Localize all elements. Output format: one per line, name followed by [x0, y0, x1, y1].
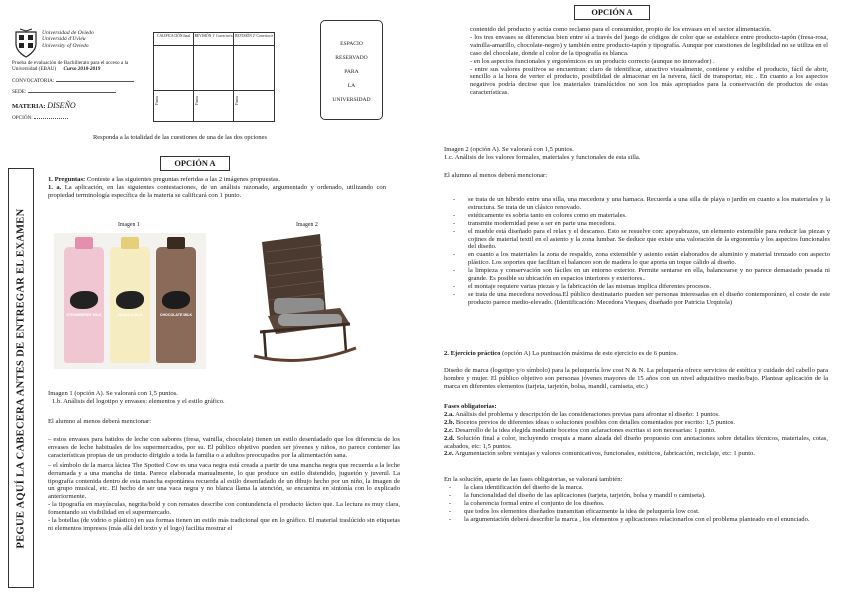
paragraph-1: – estos envases para batidos de leche con sabores (fresa, vainilla, chocolate) tienen un estilo desenfadado que los diferencia de los envases de leche habituales de los supermercados, por su. El público objetivo pueden ser jóvenes y niños, no parece contener las características propias de un producto dirigido a toda la familia o a adultos preocupados por la alimentación sana.	[48, 436, 400, 459]
paragraph-3: - la tipografía en mayúsculas, negrita/bold y con remates describe con contundencia el producto lácteo que. La lectura es muy clara, fomentando su visibilidad en el supermercado.	[48, 501, 400, 517]
option-a-title-right: OPCIÓN A	[574, 5, 650, 20]
list-item: - la argumentación deberá describir la marca , los elementos y aplicaciones relacionarlos con el problema planteado en el enunciado.	[444, 516, 828, 524]
image2-caption: Imagen 2 (opción A). Se valorará con 1,5 puntos.	[444, 146, 574, 153]
firma-label: Firma	[155, 96, 159, 105]
fase-key: 2.c.	[444, 426, 454, 434]
chair-analysis-list	[448, 196, 830, 307]
university-name-english: University of Oviedo	[42, 42, 89, 49]
grade-header-review2: REVISIÓN 2º Corrector/a	[234, 33, 274, 46]
mention-right: El alumno al menos deberá mencionar:	[444, 172, 548, 179]
fase-key: 2.a.	[444, 410, 454, 418]
exam-title: Prueba de evaluación de Bachillerato para el acceso a la Universidad (EBAU)	[12, 60, 129, 73]
list-item: - transmite modernidad pese a ser en parte una mecedora.	[448, 220, 830, 228]
continuation-text: - en los aspectos funcionales y ergonómicos es un producto correcto (aunque no innovador) .	[470, 57, 715, 65]
exercise2-body: Diseño de marca (logotipo y/o símbolo) para la peluquería low cost N & N. La peluquería ofrece servicios de estética y cuidado del cabello para hombre y mujer. El público objetivo son personas jóvenes mayores de 15 años con un nivel adquisitivo medio/bajo. Plantear aplicación de la marca en diferentes elementos (tarjeta, tarjetón, bolsa, mandil, camiseta, etc.)	[444, 367, 828, 390]
solution-list	[444, 484, 828, 524]
continuation-text: - entre sus valores positivos se encuentran: claro de identificar, atractivo visualmente, contiene y exhibe el producto, fácil de abrir, sencillo a la hora de verter el producto, posibilidad de almacenar en la nevera, fácil de transportar, etc . En cuanto a los aspectos negativos podría decirse que los materiales translúcidos no son los más apropiados para la conservación de productos de estas características.	[470, 65, 828, 97]
exercise2-title: 2. Ejercicio práctico	[444, 350, 501, 357]
reserved-space-box	[320, 20, 383, 120]
q1a-text: La aplicación, en las siguientes contestaciones, de un análisis razonado, argumentado y ordenado, utilizando con propiedad terminología específica de la materia se calificará con 1 punto.	[48, 183, 387, 199]
bottle-vanilla	[110, 247, 150, 363]
list-item: - el montaje requiere varias piezas y la fabricación de las mismas implica diferentes procesos.	[448, 283, 830, 291]
convocatoria-label: CONVOCATORIA:	[12, 78, 55, 84]
list-item: - el mueble está diseñado para el relax y el descanso. Esto se resuelve con: apoyabrazos, un elemento extensible para reducir las piezas y cojines de material textil en el asiento y la zona lumbar. Se deduce que existe una valoración de la ergonomía y los aspectos funcionales del diseño.	[448, 228, 830, 252]
reserved-line: LA	[347, 83, 356, 89]
opcion-label: OPCIÓN:	[12, 115, 33, 121]
materia-value: DISEÑO	[47, 101, 76, 110]
sede-label: SEDE:	[12, 89, 27, 95]
grade-header-review1: REVISIÓN 1º Corrector/a	[194, 33, 233, 46]
solution-intro: En la solución, aparte de las fases obligatorias, se valorará también:	[444, 476, 623, 483]
fase-text: Argumentación sobre ventajas y valores comunicativos, funcionales, estéticos, fabricación, reciclaje, etc: 1 punto.	[453, 450, 755, 458]
materia-label: MATERIA:	[12, 103, 46, 110]
list-item: - la coherencia formal entre el conjunto de los diseños.	[444, 500, 828, 508]
sede-field	[28, 92, 116, 93]
paragraph-2: – el símbolo de la marca láctea The Spotted Cow es una vaca negra está creada a partir de una mancha negra que recuerda a la leche derramada y a una mancha de tinta. Parece elaborada manualmente, lo que produce un estilo distendido, juguetón y juvenil. La tipografía contenida dentro de esta mancha espontánea recuerda al estilo desenfadado de un dibujo hecho por un niño, la imagen de un grupo musical, etc. El hecho de ser una vaca negra y no blanca llama la atención, se encuentra en sintonía con lo explicado anteriormente.	[48, 461, 400, 501]
reserved-line: ESPACIO	[340, 41, 363, 47]
image2-question: 1.c. Análisis de los valores formales, materiales y funcionales de esta silla.	[444, 153, 641, 161]
side-label-box	[8, 168, 34, 588]
university-name: Universidad de Oviedo	[42, 30, 94, 36]
reserved-line: PARA	[344, 69, 359, 75]
fase-text: Solución final a color, incluyendo croquis a mano alzada del diseño propuesto con anotaciones sobre detalles técnicos, materiales, cotas, acabados, etc: 1,5 puntos.	[444, 434, 828, 450]
fase-text: Bocetos previos de diferentes ideas o soluciones posibles con detalles comentados por escrito: 1,5 puntos.	[454, 418, 735, 426]
list-item: - la limpieza y conservación son fáciles en un entorno exterior. Permite sentarse en ella, balancearse y no parece demasiado pesada ni grande. Es posible su ubicación en espacios interiores y exteriores..	[448, 267, 830, 283]
option-a-title-left: OPCIÓN A	[160, 156, 230, 171]
university-logo	[14, 28, 38, 58]
image-rocking-chair	[252, 232, 360, 372]
reserved-line: RESERVADO	[335, 55, 368, 61]
exercise2-text: (opción A) La puntuación máxima de este ejercicio es de 6 puntos.	[500, 350, 678, 357]
opcion-field	[34, 118, 68, 119]
bottle-label: CHOCOLATE MILK	[159, 313, 193, 317]
bottle-label: VANILLA MILK	[117, 313, 143, 317]
firma-label: Firma	[195, 96, 199, 105]
list-item: - se trata de un híbrido entre una silla, una mecedora y una hamaca. Recuerda a una silla de playa o jardín en cuanto a los materiales y la estructura. Se trata de un clásico renovado.	[448, 196, 830, 212]
reserved-line: UNIVERSIDAD	[332, 97, 371, 103]
firma-label: Firma	[235, 96, 239, 105]
list-item: - la clara identificación del diseño de la marca.	[444, 484, 828, 492]
fase-text: Análisis del problema y descripción de las consideraciones previas para afrontar el diseño: 1 puntos.	[453, 410, 720, 418]
grade-header-final: CALIFICACIÓN final	[154, 33, 193, 46]
fase-text: Desarrollo de la idea elegida mediante bocetos con aclaraciones escritas si son necesarias: 1 punto.	[453, 426, 716, 434]
q1-text: Conteste a las siguientes preguntas referidas a las 2 imágenes propuestas.	[85, 176, 281, 183]
fases-title: Fases obligatorias:	[444, 403, 497, 410]
continuation-text: - los tres envases se diferencias bien entre sí a través del juego de códigos de color que se establece entre producto-tapón (fresa-rosa, vainilla-amarillo, chocolate-negro) y también entre producto-tapón y tipografía. Aunque por cuestiones de legibilidad no se utiliza en el caso del chocolate, donde el color de la tipografía es blanca.	[470, 33, 828, 57]
list-item: - se trata de una mecedora novedosa.El público destinatario pueden ser personas interesadas en el diseño contemporáneo, el coste de este producto parece medio-elevado. (Identificación: Mecedora Vieques, diseñado por Patricia Urquiola)	[448, 291, 830, 307]
bottle-chocolate	[156, 247, 196, 363]
image1-caption: Imagen 1 (opción A). Se valorará con 1,5 puntos.	[48, 390, 178, 397]
list-item: - en cuanto a los materiales la zona de respaldo, zona extensible y asiento están elaborados de aluminio y material trenzado con aspecto plástico. Los soportes que facilitan el balanceo son de madera lo que aporta un toque cálido al diseño.	[448, 251, 830, 267]
image-milk-bottles	[54, 233, 206, 369]
image1-label: Imagen 1	[118, 222, 140, 228]
exam-course: Curso 2018-2019	[63, 66, 101, 73]
convocatoria-field	[56, 81, 134, 82]
bottle-label: STRAWBERRY MILK	[66, 313, 102, 317]
side-label: PEGUE AQUÍ LA CABECERA ANTES DE ENTREGAR EL EXAMEN	[15, 208, 27, 548]
instructions: Responda a la totalidad de las cuestiones de una de las dos opciones	[93, 134, 267, 141]
image2-label: Imagen 2	[296, 222, 318, 228]
university-name-asturian: Universidá d'Uviéu	[42, 36, 86, 43]
fase-key: 2.d.	[444, 434, 455, 442]
list-item: - estéticamente es sobria tanto en colores como en materiales.	[448, 212, 830, 220]
q1a-label: 1. a.	[48, 183, 62, 191]
image1-question: 1.b. Análisis del logotipo y envases: elementos y el estilo gráfico.	[52, 397, 225, 405]
grade-table	[153, 32, 275, 122]
fase-key: 2.b.	[444, 418, 455, 426]
mention-left: El alumno al menos deberá mencionar:	[48, 418, 152, 425]
list-item: - la funcionalidad del diseño de las aplicaciones (tarjeta, tarjetón, bolsa y mandil o camiseta).	[444, 492, 828, 500]
paragraph-4: - la botellas (de vidrio o plástico) en sus formas tienen un estilo más tradicional que en lo gráfico. El material traslúcido sin etiquetas ni elementos impresos (más allá del texto y el logo) facilita mostrar el	[48, 517, 400, 532]
continuation-text: contenido del producto y actúa como reclamo para el consumidor, propio de los envases en el sector alimentación.	[470, 26, 772, 33]
bottle-strawberry	[64, 247, 104, 363]
q1-title: 1. Preguntas:	[48, 176, 86, 183]
fase-key: 2.e.	[444, 450, 454, 458]
list-item: - que todos los elementos diseñados transmitan eficazmente la idea de peluquería low cost.	[444, 508, 828, 516]
